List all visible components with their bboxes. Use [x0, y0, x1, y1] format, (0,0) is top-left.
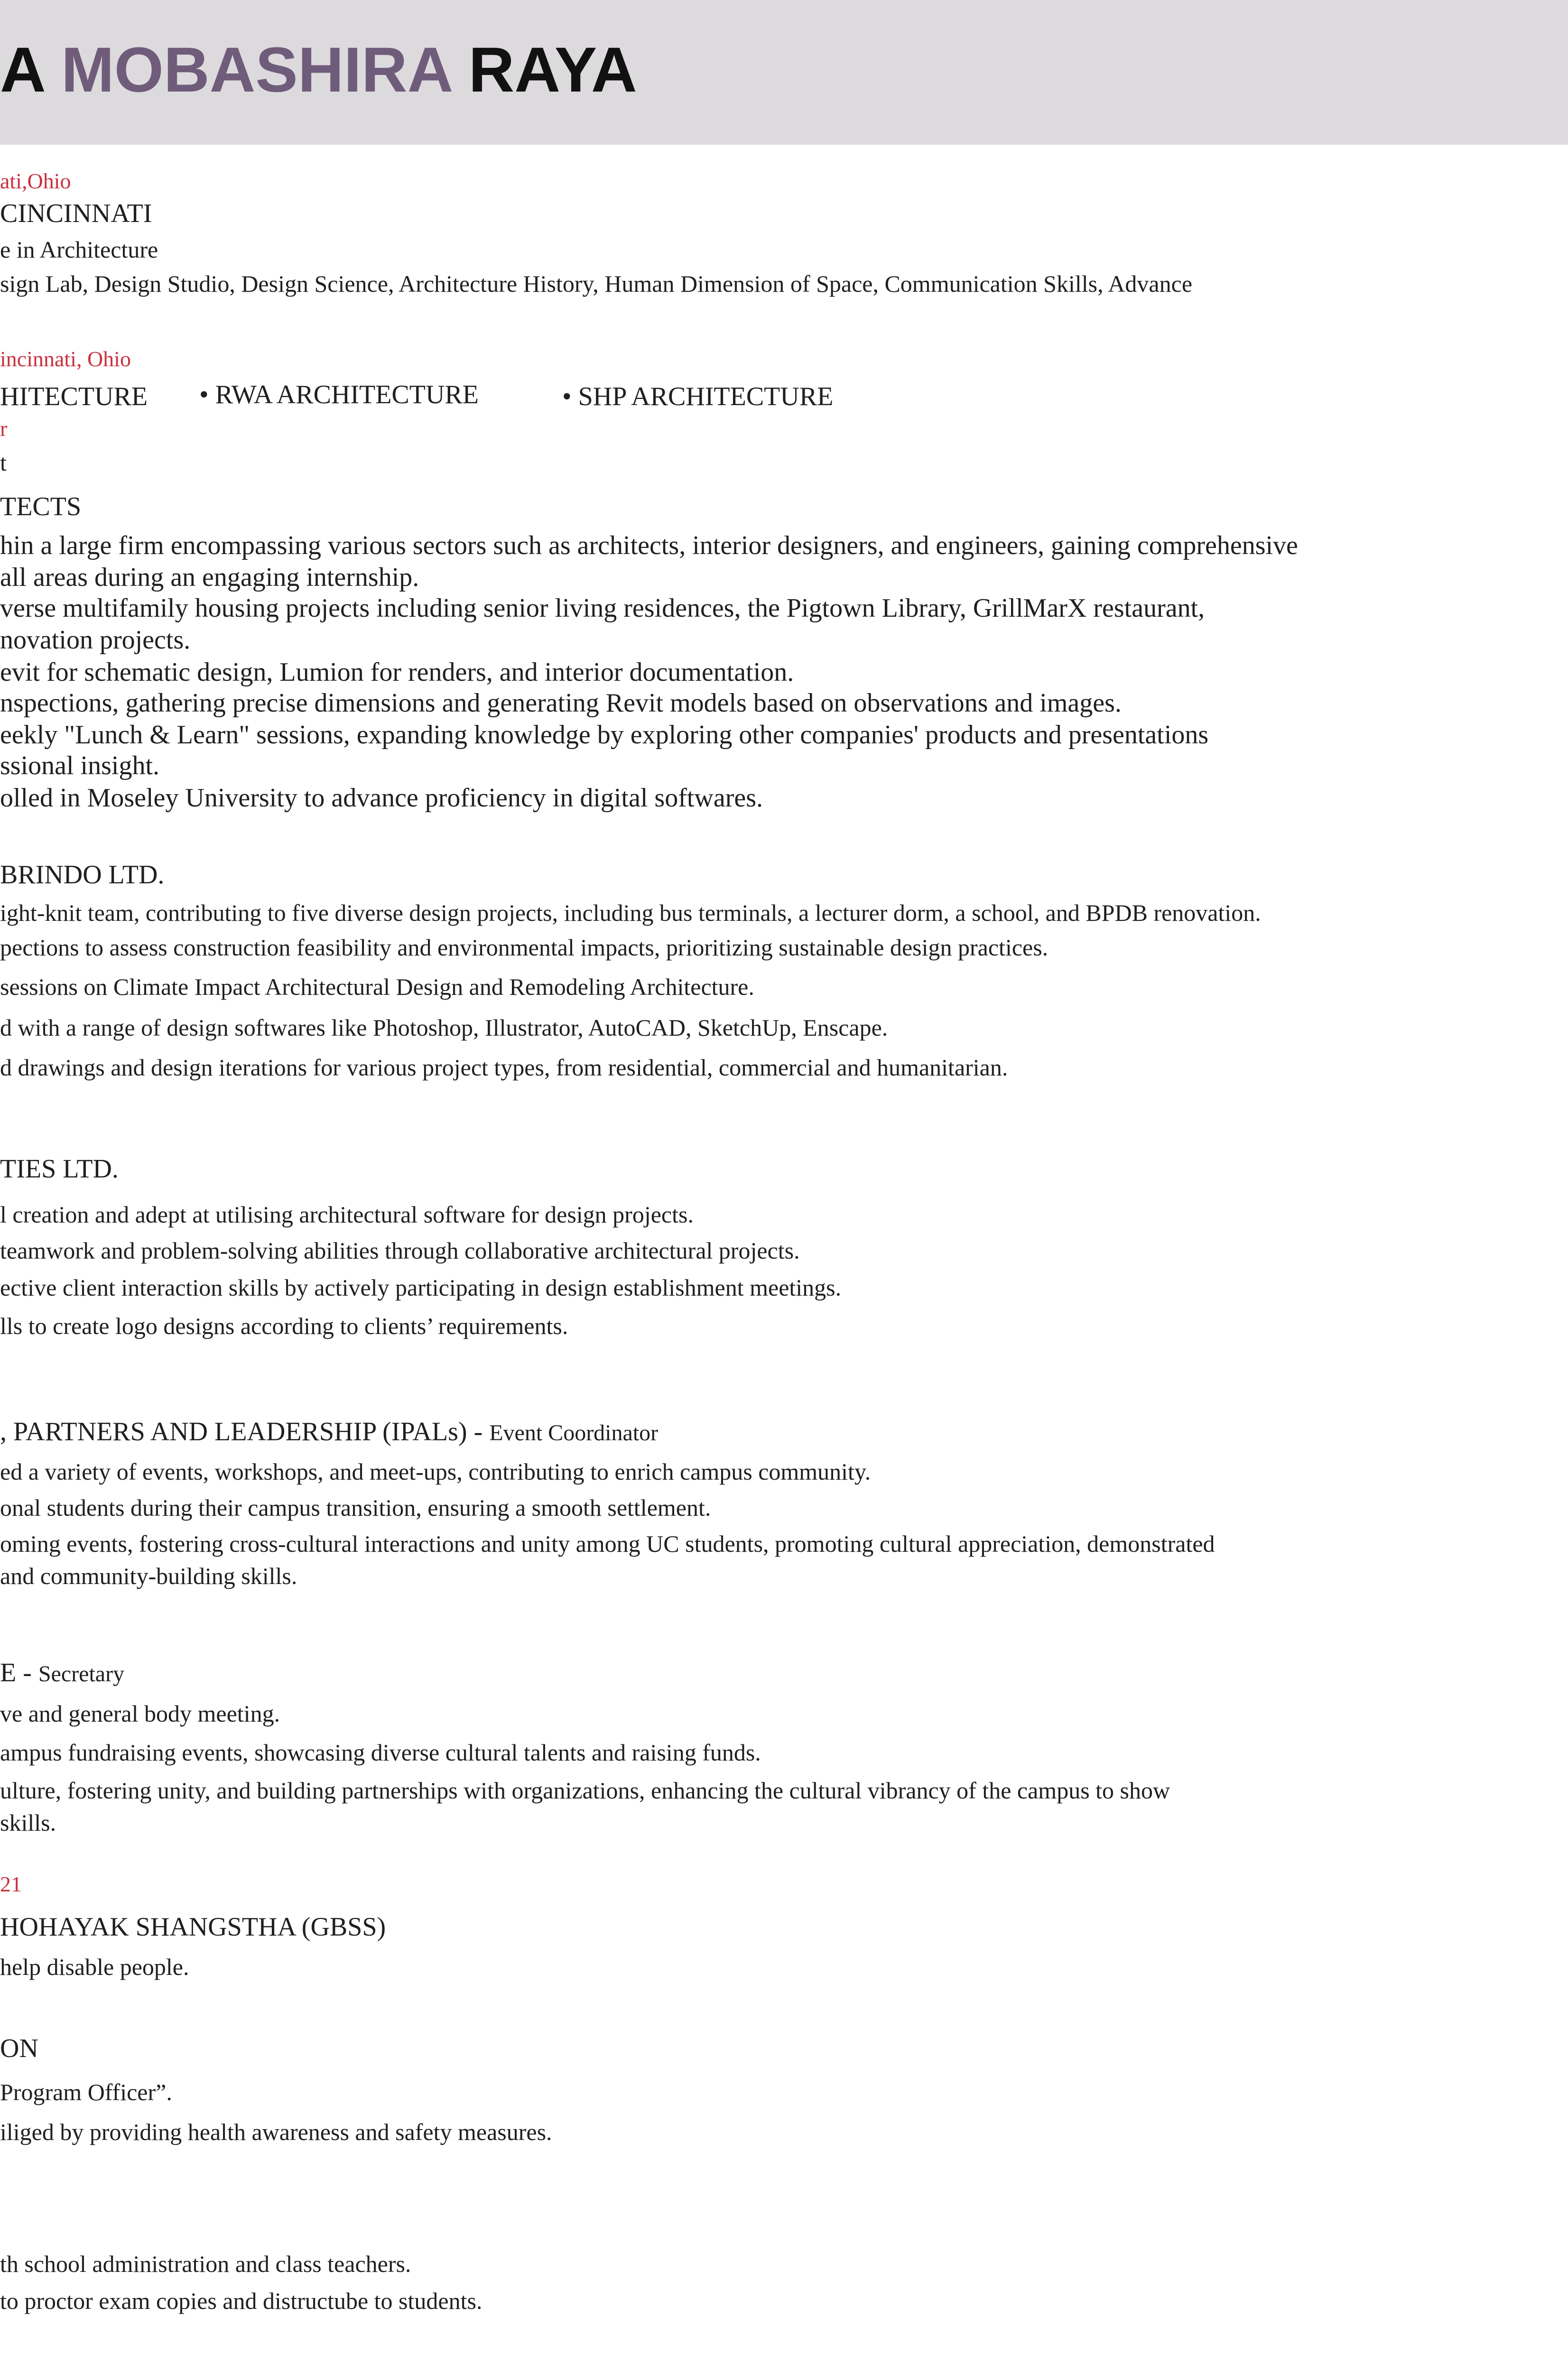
company1-line: verse multifamily housing projects including senior living residences, the Pigtown Library, GrillMarX restaurant,	[0, 593, 1205, 623]
volunteer-date: 21	[0, 1872, 22, 1896]
leadership-org1-name: , PARTNERS AND LEADERSHIP (IPALs) -	[0, 1417, 490, 1446]
leadership-org2-line: ve and general body meeting.	[0, 1700, 280, 1727]
firm-item-2: • RWA ARCHITECTURE	[199, 380, 479, 409]
education-location: ati,Ohio	[0, 169, 71, 193]
leadership-org1-line: and community-building skills.	[0, 1563, 297, 1589]
candidate-name	[0, 32, 637, 108]
name-accent: MOBASHIRA	[61, 35, 451, 105]
volunteer-org2-line: Program Officer”.	[0, 2079, 172, 2105]
education-school: CINCINNATI	[0, 199, 152, 228]
leadership-org1-line: ed a variety of events, workshops, and meet-ups, contributing to enrich campus community.	[0, 1458, 871, 1485]
leadership-org2-role: Secretary	[38, 1661, 125, 1686]
volunteer-org2-title: ON	[0, 2034, 38, 2063]
leadership-org2-line: ulture, fostering unity, and building partnerships with organizations, enhancing the cultural vibrancy of the campus to show	[0, 1777, 1170, 1804]
company1-line: nspections, gathering precise dimensions and generating Revit models based on observations and images.	[0, 688, 1122, 718]
company1-line: ssional insight.	[0, 751, 160, 780]
leadership-org1-line: oming events, fostering cross-cultural interactions and unity among UC students, promoting cultural appreciation, demonstrated	[0, 1530, 1215, 1557]
firm-item-3: • SHP ARCHITECTURE	[562, 382, 834, 411]
leadership-org2-name: E -	[0, 1658, 38, 1687]
company2-line: pections to assess construction feasibility and environmental impacts, prioritizing sustainable design practices.	[0, 934, 1048, 961]
company2-line: ight-knit team, contributing to five diverse design projects, including bus terminals, a lecturer dorm, a school, and BPDB renovation.	[0, 899, 1261, 926]
company3-title: TIES LTD.	[0, 1154, 119, 1184]
volunteer-org3-line: to proctor exam copies and distructube to students.	[0, 2288, 482, 2314]
firm-item-1: HITECTURE	[0, 382, 148, 411]
company1-line: novation projects.	[0, 625, 191, 655]
company1-line: all areas during an engaging internship.	[0, 563, 419, 592]
company1-line: olled in Moseley University to advance proficiency in digital softwares.	[0, 783, 763, 813]
experience-date-fragment: r	[0, 417, 8, 441]
leadership-org2-line: skills.	[0, 1809, 56, 1836]
name-suffix: RAYA	[468, 35, 637, 105]
company1-line: evit for schematic design, Lumion for renders, and interior documentation.	[0, 658, 794, 687]
leadership-org1-line: onal students during their campus transition, ensuring a smooth settlement.	[0, 1494, 711, 1521]
volunteer-org1-line: help disable people.	[0, 1954, 189, 1980]
company1-title: TECTS	[0, 492, 82, 521]
company3-line: teamwork and problem-solving abilities through collaborative architectural projects.	[0, 1237, 800, 1264]
company2-line: d with a range of design softwares like Photoshop, Illustrator, AutoCAD, SketchUp, Enscape.	[0, 1014, 888, 1041]
company2-title: BRINDO LTD.	[0, 860, 165, 890]
company3-line: ective client interaction skills by actively participating in design establishment meetings.	[0, 1274, 842, 1301]
name-prefix: A	[0, 35, 44, 105]
volunteer-org1-title: HOHAYAK SHANGSTHA (GBSS)	[0, 1912, 386, 1942]
company2-line: sessions on Climate Impact Architectural Design and Remodeling Architecture.	[0, 973, 754, 1000]
leadership-org2-line: ampus fundraising events, showcasing diverse cultural talents and raising funds.	[0, 1739, 761, 1766]
leadership-org1-role: Event Coordinator	[489, 1420, 659, 1445]
experience-role-fragment: t	[0, 449, 7, 476]
leadership-org1-title	[0, 1417, 658, 1448]
education-courses: sign Lab, Design Studio, Design Science, Architecture History, Human Dimension of Space, Communication Skills, Advance	[0, 270, 1193, 297]
company3-line: lls to create logo designs according to clients’ requirements.	[0, 1313, 568, 1339]
volunteer-org3-line: th school administration and class teachers.	[0, 2251, 411, 2277]
company1-line: eekly "Lunch & Learn" sessions, expanding knowledge by exploring other companies' products and presentations	[0, 720, 1209, 750]
leadership-org2-title	[0, 1658, 124, 1689]
volunteer-org2-line: iliged by providing health awareness and safety measures.	[0, 2119, 552, 2145]
education-degree: e in Architecture	[0, 236, 158, 263]
company1-line: hin a large firm encompassing various sectors such as architects, interior designers, and engineers, gaining comprehensive	[0, 531, 1298, 560]
company3-line: l creation and adept at utilising architectural software for design projects.	[0, 1201, 694, 1228]
experience-location: incinnati, Ohio	[0, 347, 131, 371]
company2-line: d drawings and design iterations for various project types, from residential, commercial and humanitarian.	[0, 1054, 1008, 1081]
